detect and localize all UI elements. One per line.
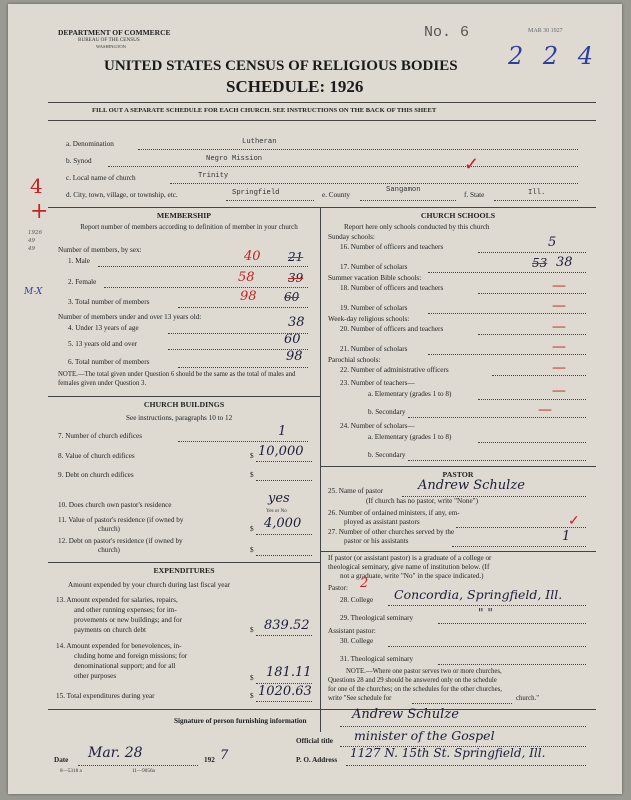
pastor-subheading: Pastor: bbox=[328, 584, 348, 592]
denomination-value[interactable]: Lutheran bbox=[242, 138, 277, 146]
under-13-label: 4. Under 13 years of age bbox=[68, 324, 139, 332]
q26-label-2: ployed as assistant pastors bbox=[344, 518, 420, 526]
q16-label: 16. Number of officers and teachers bbox=[340, 243, 444, 251]
total-by-age-value[interactable]: 98 bbox=[286, 349, 303, 364]
schools-instruction: Report here only schools conducted by this church bbox=[344, 223, 490, 231]
q26-label-1: 26. Number of ordained ministers, if any, em- bbox=[328, 509, 460, 517]
yes-or-no-hint: Yes or No bbox=[266, 508, 287, 514]
city-label-field: d. City, town, village, or township, etc. bbox=[66, 191, 178, 199]
expenditures-instruction: Amount expended by your church during last fiscal year bbox=[68, 581, 231, 589]
q24a-line bbox=[478, 442, 586, 443]
q21-label: 21. Number of scholars bbox=[340, 345, 408, 353]
q14-line-2: cluding home and foreign missions; for bbox=[74, 652, 188, 660]
state-line bbox=[494, 200, 578, 201]
residence-debt-label-2: church) bbox=[98, 546, 120, 554]
q23a-dash: — bbox=[552, 383, 566, 399]
synod-line bbox=[108, 166, 578, 167]
pastor-college-value[interactable]: Concordia, Springfield, Ill. bbox=[394, 587, 563, 602]
state-value[interactable]: Ill. bbox=[528, 189, 546, 197]
membership-title: MEMBERSHIP bbox=[156, 211, 212, 220]
residence-debt-line bbox=[256, 555, 312, 556]
official-title-value[interactable]: minister of the Gospel bbox=[354, 728, 495, 743]
q22-line bbox=[492, 375, 586, 376]
residence-value-label-1: 11. Value of pastor's residence (if owned by bbox=[58, 516, 184, 524]
q16-value[interactable]: 5 bbox=[548, 235, 557, 250]
q17-label: 17. Number of scholars bbox=[340, 263, 408, 271]
sunday-schools-heading: Sunday schools: bbox=[328, 233, 375, 241]
edifices-debt-dollar: $ bbox=[250, 471, 254, 479]
q26-check: ✓ bbox=[568, 513, 580, 529]
graduate-top-rule bbox=[320, 551, 596, 552]
q17-old-value: 53 bbox=[532, 256, 548, 270]
signature-label: Signature of person furnishing information bbox=[174, 717, 307, 725]
total-members-value[interactable]: 98 bbox=[240, 289, 257, 304]
over-13-label: 5. 13 years old and over bbox=[68, 340, 138, 348]
graduate-instruction-1: If pastor (or assistant pastor) is a graduate of a college or bbox=[328, 554, 492, 562]
residence-debt-label-1: 12. Debt on pastor's residence (if owned by bbox=[58, 537, 183, 545]
under-13-value[interactable]: 38 bbox=[288, 315, 305, 330]
q13-line bbox=[256, 635, 312, 636]
q13-value[interactable]: 839.52 bbox=[264, 618, 310, 633]
buildings-top-rule bbox=[48, 396, 320, 397]
margin-number-4: 4 bbox=[30, 174, 43, 198]
male-line bbox=[98, 266, 308, 267]
synod-label: b. Synod bbox=[66, 157, 92, 165]
bureau-label: BUREAU OF THE CENSUS bbox=[78, 37, 140, 43]
q24-label: 24. Number of scholars— bbox=[340, 422, 415, 430]
county-label: e. County bbox=[322, 191, 350, 199]
pastor-note-4: write "See schedule for bbox=[328, 695, 392, 702]
pastor-name-label: 25. Name of pastor bbox=[328, 487, 384, 495]
edifices-debt-line bbox=[256, 480, 312, 481]
q23b-dash: — bbox=[538, 402, 552, 418]
total-members-label: 3. Total number of members bbox=[68, 298, 150, 306]
church-name-label: c. Local name of church bbox=[66, 174, 136, 182]
q22-label: 22. Number of administrative officers bbox=[340, 366, 449, 374]
edifices-number-label: 7. Number of church edifices bbox=[58, 432, 143, 440]
pastor-handwritten-mark: 2 bbox=[360, 576, 369, 591]
q17-value[interactable]: 38 bbox=[556, 255, 573, 270]
assistant-college-label: 30. College bbox=[340, 637, 374, 645]
expenditures-title: EXPENDITURES bbox=[153, 566, 215, 575]
census-schedule-sheet bbox=[8, 4, 622, 794]
red-check-mark: ✓ bbox=[464, 154, 480, 175]
po-address-label: P. O. Address bbox=[296, 756, 338, 764]
summer-schools-heading: Summer vacation Bible schools: bbox=[328, 274, 422, 282]
county-line bbox=[360, 200, 456, 201]
male-label: 1. Male bbox=[68, 257, 90, 265]
q14-line-3: denominational support; and for all bbox=[74, 662, 176, 670]
edifices-value[interactable]: 10,000 bbox=[258, 444, 304, 459]
owns-residence-label: 10. Does church own pastor's residence bbox=[58, 501, 172, 509]
city-label: WASHINGTON bbox=[96, 44, 126, 49]
section-bottom-rule bbox=[48, 709, 596, 710]
q17-line bbox=[428, 272, 586, 273]
assistant-pastor-subheading: Assistant pastor: bbox=[328, 627, 376, 635]
buildings-instruction: See instructions, paragraphs 10 to 12 bbox=[126, 414, 233, 422]
pastor-note-blank bbox=[412, 703, 512, 704]
graduate-instruction-2: theological seminary, give name of institution below. (If bbox=[328, 563, 490, 571]
pastor-seminary-value[interactable]: " " bbox=[478, 606, 493, 620]
edifices-value-dollar: $ bbox=[250, 452, 254, 460]
male-old-value: 21 bbox=[288, 250, 304, 264]
q20-line bbox=[478, 334, 586, 335]
pastor-note-2: Questions 28 and 29 should be answered only on the schedule bbox=[328, 677, 497, 684]
q19-dash: — bbox=[552, 298, 566, 314]
signature-line bbox=[340, 726, 586, 727]
form-number: 8—5318 a bbox=[60, 768, 82, 774]
q15-line bbox=[256, 701, 312, 702]
female-label: 2. Female bbox=[68, 278, 97, 286]
synod-value[interactable]: Negro Mission bbox=[206, 155, 263, 163]
header-rule bbox=[48, 102, 596, 103]
q15-value[interactable]: 1020.63 bbox=[258, 684, 312, 699]
pastor-note-3: for one of the churches; on the schedules for the other churches, bbox=[328, 686, 503, 693]
expenditures-top-rule bbox=[48, 562, 320, 563]
schedule-title: SCHEDULE: 1926 bbox=[226, 77, 364, 96]
q14-dollar: $ bbox=[250, 674, 254, 682]
q14-value[interactable]: 181.11 bbox=[266, 665, 312, 680]
total-by-age-label: 6. Total number of members bbox=[68, 358, 150, 366]
male-value[interactable]: 40 bbox=[244, 249, 261, 264]
margin-note-1926: 1926 bbox=[28, 230, 42, 236]
q23b-label: b. Secondary bbox=[368, 408, 406, 416]
margin-cross-mark: + bbox=[30, 199, 49, 224]
state-label: f. State bbox=[464, 191, 485, 199]
po-address-line bbox=[346, 765, 586, 766]
q23a-line bbox=[478, 399, 586, 400]
residence-value-dollar: $ bbox=[250, 525, 254, 533]
pastor-top-rule bbox=[320, 466, 596, 467]
stamp-number: No. 6 bbox=[424, 24, 470, 41]
po-address-value[interactable]: 1127 N. 15th St. Springfield, Ill. bbox=[350, 746, 546, 760]
pastor-seminary-label: 29. Theological seminary bbox=[340, 614, 414, 622]
q13-line-3: provements or new buildings; and for bbox=[74, 616, 182, 624]
church-schools-title: CHURCH SCHOOLS bbox=[420, 211, 496, 220]
church-name-value[interactable]: Trinity bbox=[198, 172, 229, 180]
q27-line bbox=[452, 546, 586, 547]
parochial-schools-heading: Parochial schools: bbox=[328, 356, 381, 364]
q27-label-2: pastor or his assistants bbox=[344, 537, 409, 545]
q13-dollar: $ bbox=[250, 626, 254, 634]
q14-line-4: other purposes bbox=[74, 672, 117, 680]
graduate-instruction-3: not a graduate, write "No" in the space indicated.) bbox=[340, 572, 484, 580]
q13-line-2: and other running expenses; for im- bbox=[74, 606, 177, 614]
assistant-seminary-label: 31. Theological seminary bbox=[340, 655, 414, 663]
q24b-line bbox=[408, 460, 586, 461]
over-13-value[interactable]: 60 bbox=[284, 332, 301, 347]
residence-value-line bbox=[256, 534, 312, 535]
total-members-old-value: 60 bbox=[284, 290, 300, 304]
margin-note-49a: 49 bbox=[28, 238, 35, 244]
date-value[interactable]: Mar. 28 bbox=[88, 745, 143, 761]
total-members-line bbox=[178, 307, 308, 308]
age-heading: Number of members under and over 13 years old: bbox=[58, 313, 202, 321]
q18-dash: — bbox=[552, 278, 566, 294]
section-top-rule bbox=[48, 207, 596, 208]
pastor-none-instruction: (If church has no pastor, write "None") bbox=[366, 497, 478, 505]
margin-note-49b: 49 bbox=[28, 246, 35, 252]
weekday-schools-heading: Week-day religious schools: bbox=[328, 315, 410, 323]
q21-dash: — bbox=[552, 339, 566, 355]
city-value[interactable]: Springfield bbox=[232, 189, 280, 197]
pastor-name-value[interactable]: Andrew Schulze bbox=[418, 478, 525, 493]
church-name-line bbox=[170, 183, 578, 184]
edifices-number-value[interactable]: 1 bbox=[278, 424, 287, 439]
edifices-debt-label: 9. Debt on church edifices bbox=[58, 471, 134, 479]
q13-line-1: 13. Amount expended for salaries, repairs, bbox=[56, 596, 178, 604]
year-value[interactable]: 7 bbox=[220, 748, 229, 763]
date-line bbox=[78, 765, 198, 766]
department-label: DEPARTMENT OF COMMERCE bbox=[58, 28, 171, 37]
q24a-label: a. Elementary (grades 1 to 8) bbox=[368, 433, 452, 441]
form-title: UNITED STATES CENSUS OF RELIGIOUS BODIES bbox=[104, 58, 458, 74]
q27-value[interactable]: 1 bbox=[562, 529, 571, 544]
membership-instruction: Report number of members according to definition of member in your church bbox=[80, 223, 298, 231]
pastor-title: PASTOR bbox=[442, 470, 474, 479]
q20-dash: — bbox=[552, 319, 566, 335]
signature-value[interactable]: Andrew Schulze bbox=[352, 707, 459, 722]
owns-residence-value[interactable]: yes bbox=[268, 491, 290, 506]
q24b-label: b. Secondary bbox=[368, 451, 406, 459]
q19-label: 19. Number of scholars bbox=[340, 304, 408, 312]
margin-mx: M-X bbox=[24, 287, 43, 297]
assistant-college-line bbox=[388, 646, 586, 647]
q20-label: 20. Number of officers and teachers bbox=[340, 325, 444, 333]
residence-value[interactable]: 4,000 bbox=[264, 516, 302, 531]
by-sex-heading: Number of members, by sex: bbox=[58, 246, 142, 254]
q13-line-4: payments on church debt bbox=[74, 626, 147, 634]
q22-dash: — bbox=[552, 360, 566, 376]
county-value[interactable]: Sangamon bbox=[386, 186, 421, 194]
q15-label: 15. Total expenditures during year bbox=[56, 692, 155, 700]
official-title-label: Official title bbox=[296, 737, 333, 745]
pastor-college-label: 28. College bbox=[340, 596, 374, 604]
q26-line bbox=[456, 527, 586, 528]
received-date-stamp: MAR 30 1927 bbox=[528, 28, 563, 34]
city-line bbox=[226, 200, 314, 201]
denomination-label: a. Denomination bbox=[66, 140, 114, 148]
handwritten-number: 2 2 4 bbox=[508, 42, 600, 70]
residence-debt-dollar: $ bbox=[250, 546, 254, 554]
pastor-seminary-line bbox=[438, 623, 586, 624]
total-by-age-line bbox=[178, 367, 308, 368]
q23a-label: a. Elementary (grades 1 to 8) bbox=[368, 390, 452, 398]
edifices-value-label: 8. Value of church edifices bbox=[58, 452, 135, 460]
separate-schedule-instruction: FILL OUT A SEPARATE SCHEDULE FOR EACH CHURCH. SEE INSTRUCTIONS ON THE BACK OF THIS SHEET bbox=[92, 107, 437, 114]
q15-dollar: $ bbox=[250, 692, 254, 700]
q14-line-1: 14. Amount expended for benevolences, in- bbox=[56, 642, 182, 650]
instruction-rule bbox=[48, 120, 596, 121]
edifices-number-line bbox=[178, 441, 308, 442]
date-label: Date bbox=[54, 756, 69, 764]
residence-value-label-2: church) bbox=[98, 525, 120, 533]
q16-line bbox=[478, 252, 586, 253]
denomination-line bbox=[138, 149, 578, 150]
membership-note: NOTE.—The total given under Question 6 should be the same as the total of males and females given under Question 3. bbox=[58, 371, 296, 387]
edifices-value-line bbox=[256, 461, 312, 462]
female-line bbox=[104, 287, 308, 288]
assistant-seminary-line bbox=[438, 664, 586, 665]
q23-label: 23. Number of teachers— bbox=[340, 379, 415, 387]
q27-label-1: 27. Number of other churches served by the bbox=[328, 528, 455, 536]
year-prefix: 192 bbox=[204, 756, 215, 764]
pastor-note-1: NOTE.—Where one pastor serves two or more churches, bbox=[346, 668, 502, 675]
q18-label: 18. Number of officers and teachers bbox=[340, 284, 444, 292]
female-value[interactable]: 58 bbox=[238, 270, 255, 285]
q23b-line bbox=[408, 417, 586, 418]
buildings-title: CHURCH BUILDINGS bbox=[143, 400, 225, 409]
form-number-2: 11—9056a bbox=[132, 768, 155, 774]
q18-line bbox=[478, 293, 586, 294]
female-old-value: 39 bbox=[288, 271, 304, 285]
pastor-note-5: church." bbox=[516, 695, 539, 702]
